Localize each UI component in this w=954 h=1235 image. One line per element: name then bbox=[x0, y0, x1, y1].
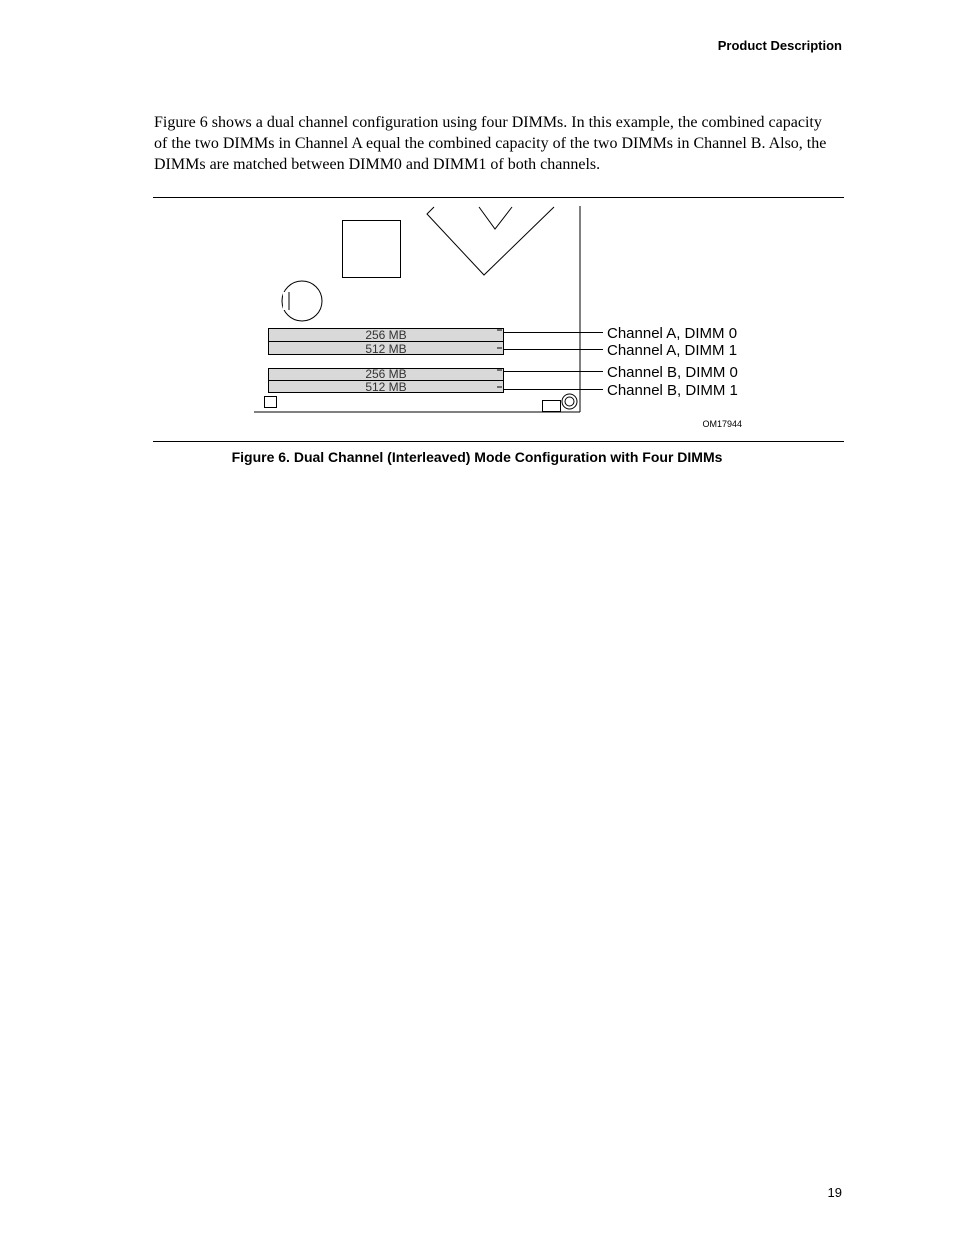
channel-label-b1: Channel B, DIMM 1 bbox=[607, 382, 738, 399]
channel-label-a0: Channel A, DIMM 0 bbox=[607, 325, 738, 342]
dimm-slot-b0 bbox=[269, 367, 504, 381]
mounting-hole-inner bbox=[565, 397, 574, 406]
processor-socket-outline bbox=[427, 207, 554, 275]
channel-label-a1: Channel A, DIMM 1 bbox=[607, 342, 738, 359]
dimm-slot-a0 bbox=[269, 328, 504, 342]
mounting-hole-outer bbox=[562, 394, 577, 409]
dimm-capacity-label: 512 MB bbox=[365, 342, 407, 356]
component-rect-right bbox=[543, 401, 561, 412]
figure-bottom-rule bbox=[153, 441, 844, 442]
dimm-capacity-label: 256 MB bbox=[365, 328, 407, 342]
page-number: 19 bbox=[827, 1185, 842, 1200]
page-header-title: Product Description bbox=[717, 38, 842, 53]
dimm-capacity-label: 256 MB bbox=[365, 367, 407, 381]
dimm-capacity-label: 512 MB bbox=[365, 380, 407, 394]
dimm-slot-b1 bbox=[269, 380, 504, 394]
figure-code: OM17944 bbox=[702, 419, 742, 429]
chip-square bbox=[343, 221, 401, 278]
board-diagram bbox=[0, 0, 954, 445]
figure-caption: Figure 6. Dual Channel (Interleaved) Mode Configuration with Four DIMMs bbox=[231, 449, 723, 465]
component-square-left bbox=[265, 397, 277, 408]
processor-socket-inner bbox=[479, 207, 512, 229]
channel-label-b0: Channel B, DIMM 0 bbox=[607, 364, 738, 381]
dimm-slot-a1 bbox=[269, 342, 504, 357]
body-paragraph: Figure 6 shows a dual channel configuration using four DIMMs. In this example, the combined capacity of the two DIMMs in Channel A equal the combined capacity of the two DIMMs in Channel B. Also, the DIMMs are matched between DIMM0 and DIMM1 of both channels. bbox=[154, 114, 827, 173]
